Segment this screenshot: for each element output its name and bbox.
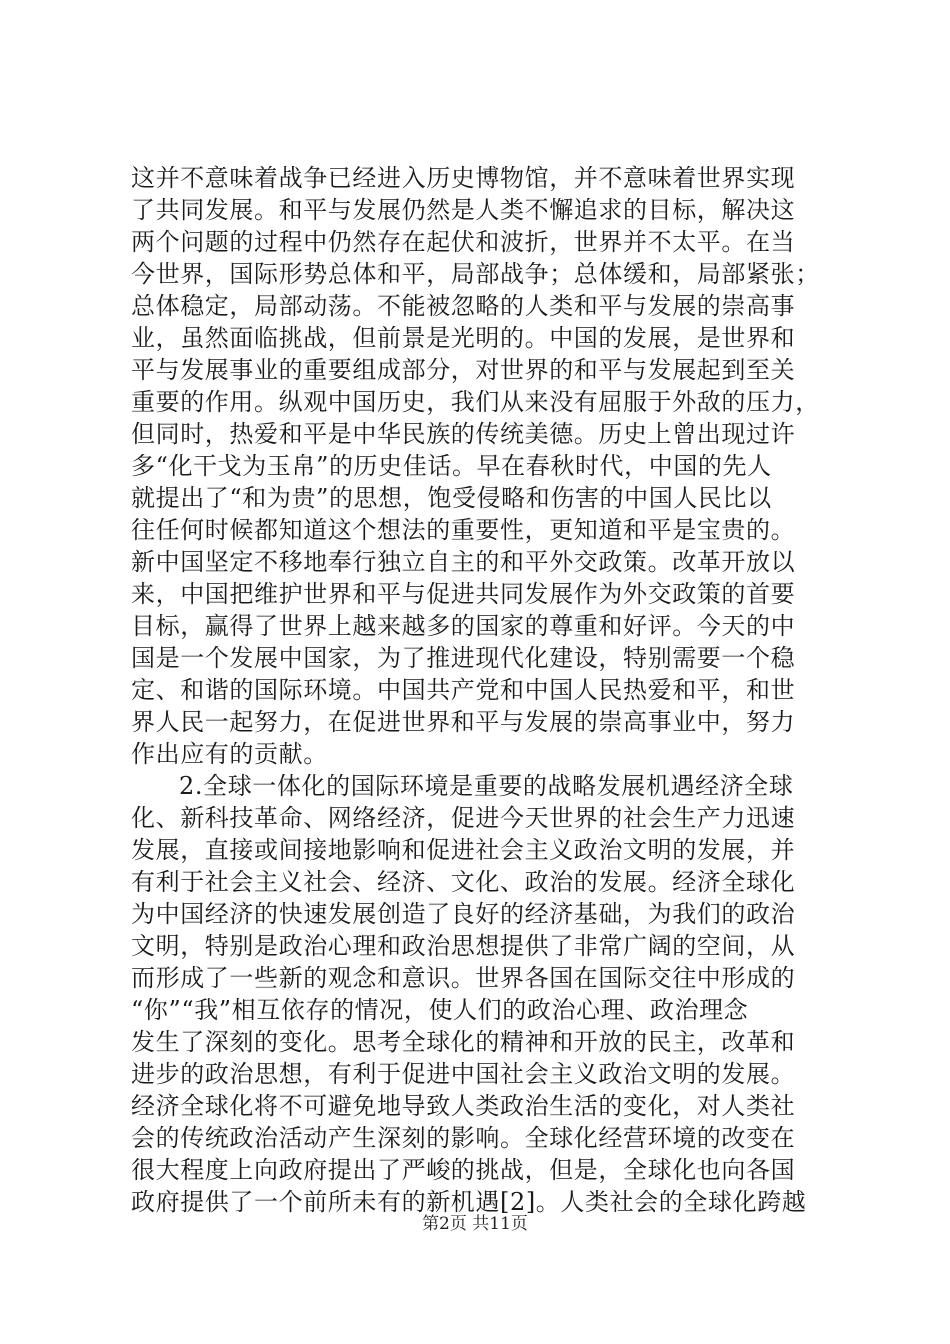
paragraph-start-line: 2.全球一体化的国际环境是重要的战略发展机遇经济全球 — [179, 772, 794, 800]
text-line: 就提出了“和为贵”的思想，饱受侵略和伤害的中国人民比以 — [131, 484, 772, 512]
text-line: 发展，直接或间接地影响和促进社会主义政治文明的发展，并 — [131, 836, 796, 864]
text-line: 文明，特别是政治心理和政治思想提供了非常广阔的空间，从 — [131, 932, 796, 960]
text-line: “你”“我”相互依存的情况，使人们的政治心理、政治理念 — [131, 996, 749, 1024]
text-line: 往任何时候都知道这个想法的重要性，更知道和平是宝贵的。 — [131, 516, 796, 544]
text-line: 化、新科技革命、网络经济，促进今天世界的社会生产力迅速 — [131, 804, 796, 832]
text-line: 了共同发展。和平与发展仍然是人类不懈追求的目标，解决这 — [131, 196, 796, 224]
text-line: 两个问题的过程中仍然存在起伏和波折，世界并不太平。在当 — [131, 228, 796, 256]
text-line: 业，虽然面临挑战，但前景是光明的。中国的发展，是世界和 — [131, 324, 796, 352]
text-line: 目标，赢得了世界上越来越多的国家的尊重和好评。今天的中 — [131, 612, 796, 640]
text-line: 总体稳定，局部动荡。不能被忽略的人类和平与发展的崇高事 — [131, 292, 796, 320]
text-line: 作出应有的贡献。 — [131, 740, 328, 768]
text-line: 今世界，国际形势总体和平，局部战争；总体缓和，局部紧张； — [131, 260, 820, 288]
text-line: 国是一个发展中国家，为了推进现代化建设，特别需要一个稳 — [131, 644, 796, 672]
text-line: 发生了深刻的变化。思考全球化的精神和开放的民主，改革和 — [131, 1028, 796, 1056]
text-line: 新中国坚定不移地奉行独立自主的和平外交政策。改革开放以 — [131, 548, 796, 576]
text-line: 这并不意味着战争已经进入历史博物馆，并不意味着世界实现 — [131, 164, 796, 192]
text-line: 重要的作用。纵观中国历史，我们从来没有屈服于外敌的压力， — [131, 388, 820, 416]
text-line: 来，中国把维护世界和平与促进共同发展作为外交政策的首要 — [131, 580, 796, 608]
text-line: 多“化干戈为玉帛”的历史佳话。早在春秋时代，中国的先人 — [131, 452, 772, 480]
text-line: 平与发展事业的重要组成部分，对世界的和平与发展起到至关 — [131, 356, 796, 384]
text-line: 政府提供了一个前所未有的新机遇[2]。人类社会的全球化跨越 — [131, 1188, 807, 1216]
text-line: 定、和谐的国际环境。中国共产党和中国人民热爱和平，和世 — [131, 676, 796, 704]
text-line: 但同时，热爱和平是中华民族的传统美德。历史上曾出现过许 — [131, 420, 796, 448]
text-line: 会的传统政治活动产生深刻的影响。全球化经营环境的改变在 — [131, 1124, 796, 1152]
text-line: 为中国经济的快速发展创造了良好的经济基础，为我们的政治 — [131, 900, 796, 928]
text-line: 很大程度上向政府提出了严峻的挑战，但是，全球化也向各国 — [131, 1156, 796, 1184]
text-line: 有利于社会主义社会、经济、文化、政治的发展。经济全球化 — [131, 868, 796, 896]
body-text — [131, 162, 831, 1218]
text-line: 界人民一起努力，在促进世界和平与发展的崇高事业中，努力 — [131, 708, 796, 736]
text-line: 经济全球化将不可避免地导致人类政治生活的变化，对人类社 — [131, 1092, 796, 1120]
page-number-footer: 第2页 共11页 — [422, 1214, 528, 1234]
text-line: 进步的政治思想，有利于促进中国社会主义政治文明的发展。 — [131, 1060, 796, 1088]
text-line: 而形成了一些新的观念和意识。世界各国在国际交往中形成的 — [131, 964, 796, 992]
